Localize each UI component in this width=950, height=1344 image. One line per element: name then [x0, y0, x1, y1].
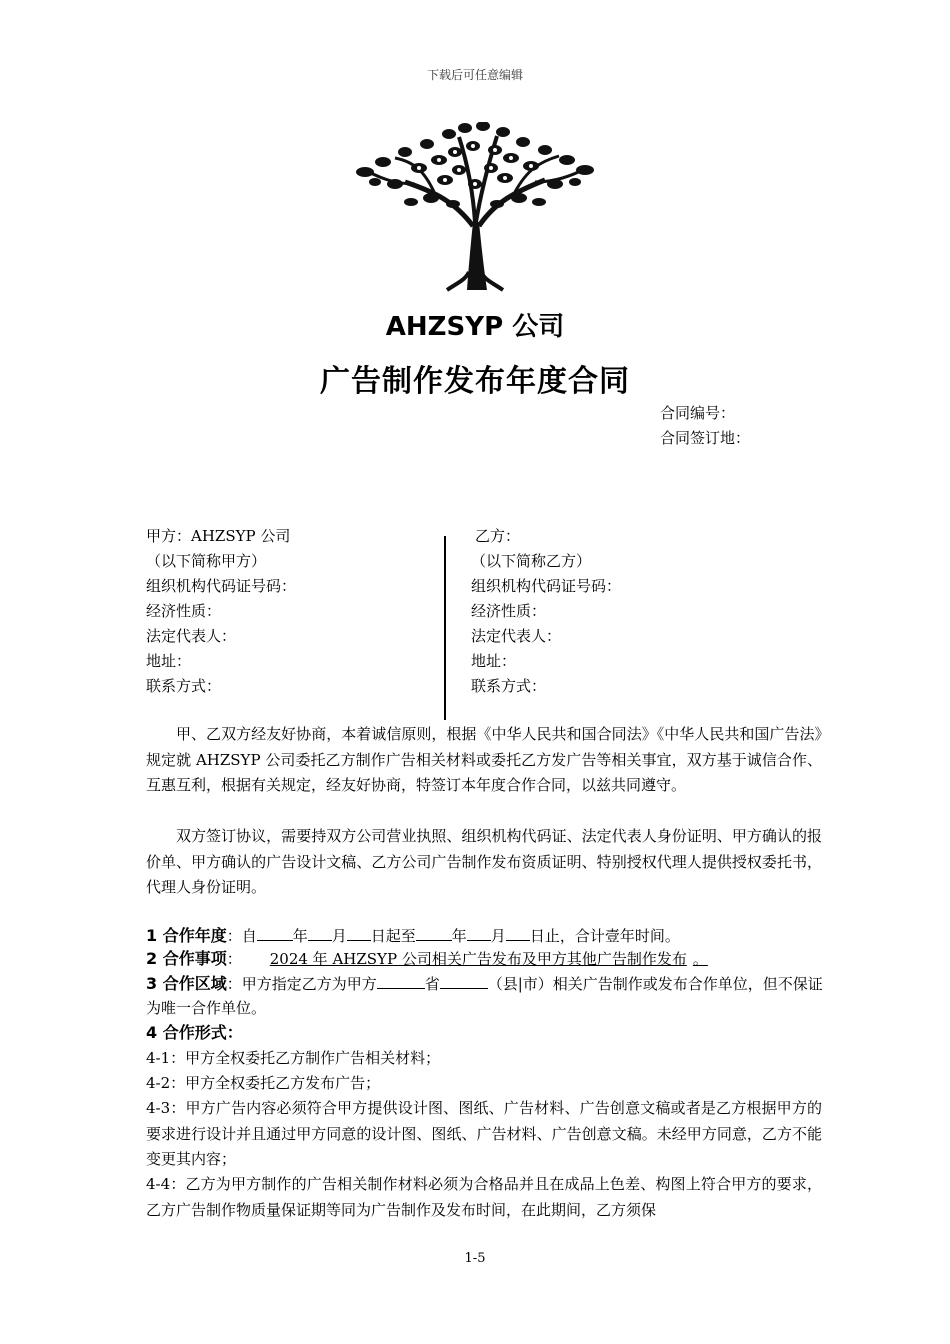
section-3-title: 3 合作区域: [146, 974, 227, 993]
year2-label: 年: [451, 927, 467, 945]
section-1-from: ：自: [226, 927, 257, 945]
month-label: 月: [331, 927, 347, 945]
section-2-colon: ：: [226, 950, 242, 968]
party-b-legal-rep: 法定代表人：: [471, 627, 562, 645]
province-blank: [377, 972, 425, 989]
party-b-block: [471, 524, 771, 699]
day-blank: [347, 924, 371, 941]
year2-blank: [416, 924, 452, 941]
item-4-1: 4-1：甲方全权委托乙方制作广告相关材料；: [146, 1049, 441, 1067]
page-number: 1-5: [464, 1251, 486, 1266]
section-4-title: 4 合作形式：: [146, 1023, 243, 1042]
party-b-economy: 经济性质：: [471, 602, 547, 620]
section-cooperation-area: [146, 972, 826, 1020]
item-4-3: 4-3：甲方广告内容必须符合甲方提供设计图、图纸、广告材料、广告创意文稿或者是乙方根据甲方的要求进行设计并且通过甲方同意的设计图、图纸、广告材料、广告创意文稿。未经甲方同意，乙方不能变更其内容；: [146, 1099, 822, 1168]
party-divider: [444, 536, 446, 720]
party-a-block: [146, 524, 436, 699]
section-cooperation-matter: [146, 948, 826, 970]
month2-label: 月: [490, 927, 506, 945]
intro-paragraph: 甲、乙双方经友好协商，本着诚信原则，根据《中华人民共和国合同法》《中华人民共和国广告法》规定就 AHZSYP 公司委托乙方制作广告相关材料或委托乙方发广告等相关事宜，双方基于诚信合作、互惠互利，根据有关规定，经友好协商，特签订本年度合作合同，以兹共同遵守。: [146, 725, 822, 794]
section-3-text-c: （县|市）相关广告制作或发布合作单位，但不保证为唯一合作单位。: [146, 975, 823, 1017]
party-b-alias: （以下简称乙方）: [471, 552, 592, 570]
section-2-title: 2 合作事项: [146, 949, 227, 968]
header-note: 下载后可任意编辑: [426, 68, 523, 82]
section-2-end: 。: [692, 950, 708, 968]
company-name: AHZSYP 公司: [385, 312, 565, 342]
party-a-contact: 联系方式：: [146, 677, 222, 695]
month-blank: [308, 924, 332, 941]
day2-blank: [506, 924, 530, 941]
tree-logo-icon: [355, 122, 595, 292]
party-a-address: 地址：: [146, 652, 192, 670]
item-4-2: 4-2：甲方全权委托乙方发布广告；: [146, 1074, 381, 1092]
month2-blank: [467, 924, 491, 941]
party-a-economy: 经济性质：: [146, 602, 222, 620]
section-1-end: 日止，合计壹年时间。: [529, 927, 680, 945]
contract-number-label: 合同编号：: [660, 404, 736, 422]
section-cooperation-form: [146, 1022, 826, 1044]
county-blank: [440, 972, 488, 989]
party-a-name: 甲方：AHZSYP 公司: [146, 527, 291, 545]
sign-place-label: 合同签订地：: [660, 429, 751, 447]
section-cooperation-year: [146, 924, 826, 947]
year-blank: [257, 924, 293, 941]
section-2-text: 2024 年 AHZSYP 公司相关广告发布及甲方其他广告制作发布: [269, 950, 687, 968]
section-3-text-a: ：甲方指定乙方为甲方: [226, 975, 377, 993]
party-b-address: 地址：: [471, 652, 517, 670]
party-b-name: 乙方：: [475, 527, 521, 545]
section-1-title: 1 合作年度: [146, 926, 227, 945]
party-a-org-code: 组织机构代码证号码：: [146, 577, 297, 595]
party-a-alias: （以下简称甲方）: [146, 552, 267, 570]
documents-paragraph: 双方签订协议，需要持双方公司营业执照、组织机构代码证、法定代表人身份证明、甲方确认的报价单、甲方确认的广告设计文稿、乙方公司广告制作发布资质证明、特别授权代理人提供授权委托书，代理人身份证明。: [146, 827, 822, 896]
document-title: 广告制作发布年度合同: [320, 364, 630, 399]
item-4-4: 4-4：乙方为甲方制作的广告相关制作材料必须为合格品并且在成品上色差、构图上符合甲方的要求，乙方广告制作物质量保证期等同为广告制作及发布时间，在此期间，乙方须保: [146, 1175, 822, 1219]
party-a-legal-rep: 法定代表人：: [146, 627, 237, 645]
party-b-org-code: 组织机构代码证号码：: [471, 577, 622, 595]
day-from-label: 日起至: [370, 927, 416, 945]
year-label: 年: [292, 927, 308, 945]
section-3-text-b: 省: [424, 975, 440, 993]
party-b-contact: 联系方式：: [471, 677, 547, 695]
